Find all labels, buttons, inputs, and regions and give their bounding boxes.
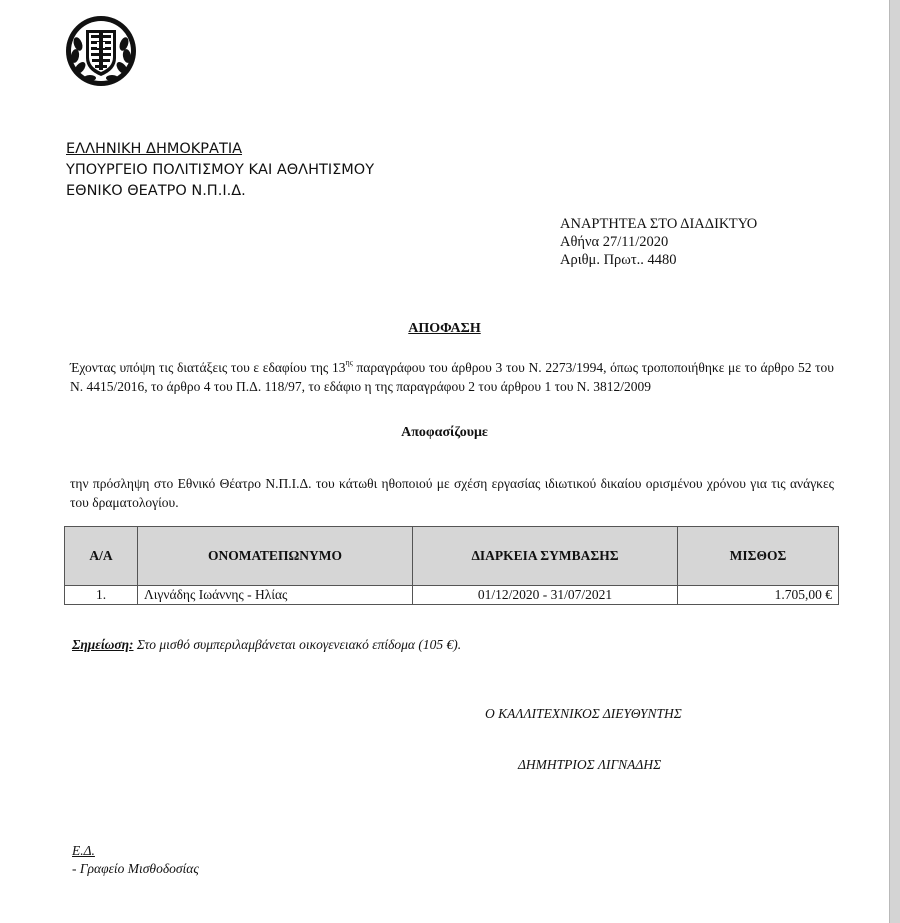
decision-intro-part-b: παραγράφου του άρθρου 3 του Ν. 2273/1994, όπως τροποποιήθηκε με το άρθρο 52 του Ν. 4415/2016, το άρθρο 4 του Π.Δ. 118/97, το εδάφιο η της παραγράφου 2 του άρθρου 1 του Ν. 3812/2009 [70, 360, 834, 394]
row-number: 1. [65, 586, 138, 605]
decision-subtitle: Αποφασίζουμε [401, 425, 488, 440]
note-text: Στο μισθό συμπεριλαμβάνεται οικογενειακό επίδομα (105 €). [133, 637, 462, 652]
decision-title: ΑΠΟΦΑΣΗ [408, 321, 481, 336]
distribution-label: Ε.Δ. [72, 843, 95, 858]
note [72, 637, 461, 653]
staff-table [64, 526, 839, 605]
signatory-role: Ο ΚΑΛΛΙΤΕΧΝΙΚΟΣ ΔΙΕΥΘΥΝΤΗΣ [485, 706, 682, 721]
document-date: Αθήνα 27/11/2020 [560, 234, 669, 250]
header-republic: ΕΛΛΗΝΙΚΗ ΔΗΜΟΚΡΑΤΙΑ [66, 141, 243, 157]
decision-body: την πρόσληψη στο Εθνικό Θέατρο Ν.Π.Ι.Δ. του κάτωθι ηθοποιού με σχέση εργασίας ιδιωτικού δικαίου ορισμένου χρόνου για τις ανάγκες του δραματολογίου. [70, 476, 834, 510]
decision-intro [70, 353, 834, 396]
post-notice: ΑΝΑΡΤΗΤΕΑ ΣΤΟ ΔΙΑΔΙΚΤΥΟ [560, 216, 758, 232]
header-ministry: ΥΠΟΥΡΓΕΙΟ ΠΟΛΙΤΙΣΜΟΥ ΚΑΙ ΑΘΛΗΤΙΣΜΟΥ [66, 162, 375, 178]
signatory-name: ΔΗΜΗΤΡΙΟΣ ΛΙΓΝΑΔΗΣ [518, 757, 662, 772]
column-header-name: ΟΝΟΜΑΤΕΠΩΝΥΜΟ [138, 527, 413, 586]
row-name: Λιγνάδης Ιωάννης - Ηλίας [138, 586, 413, 605]
decision-intro-superscript: ης [345, 358, 353, 367]
table-row [65, 586, 839, 605]
table-header-row [65, 527, 839, 586]
column-header-number: Α/Α [65, 527, 138, 586]
column-header-salary: ΜΙΣΘΟΣ [678, 527, 839, 586]
greek-emblem-icon [64, 14, 138, 88]
row-duration: 01/12/2020 - 31/07/2021 [413, 586, 678, 605]
note-label: Σημείωση: [72, 637, 134, 652]
decision-intro-part-a: Έχοντας υπόψη τις διατάξεις του ε εδαφίου της 13 [70, 360, 346, 375]
protocol-number: Αριθμ. Πρωτ.. 4480 [560, 252, 677, 268]
header-organization: ΕΘΝΙΚΟ ΘΕΑΤΡΟ Ν.Π.Ι.Δ. [66, 183, 246, 199]
column-header-duration: ΔΙΑΡΚΕΙΑ ΣΥΜΒΑΣΗΣ [413, 527, 678, 586]
row-salary: 1.705,00 € [678, 586, 839, 605]
distribution-item: - Γραφείο Μισθοδοσίας [72, 861, 199, 876]
